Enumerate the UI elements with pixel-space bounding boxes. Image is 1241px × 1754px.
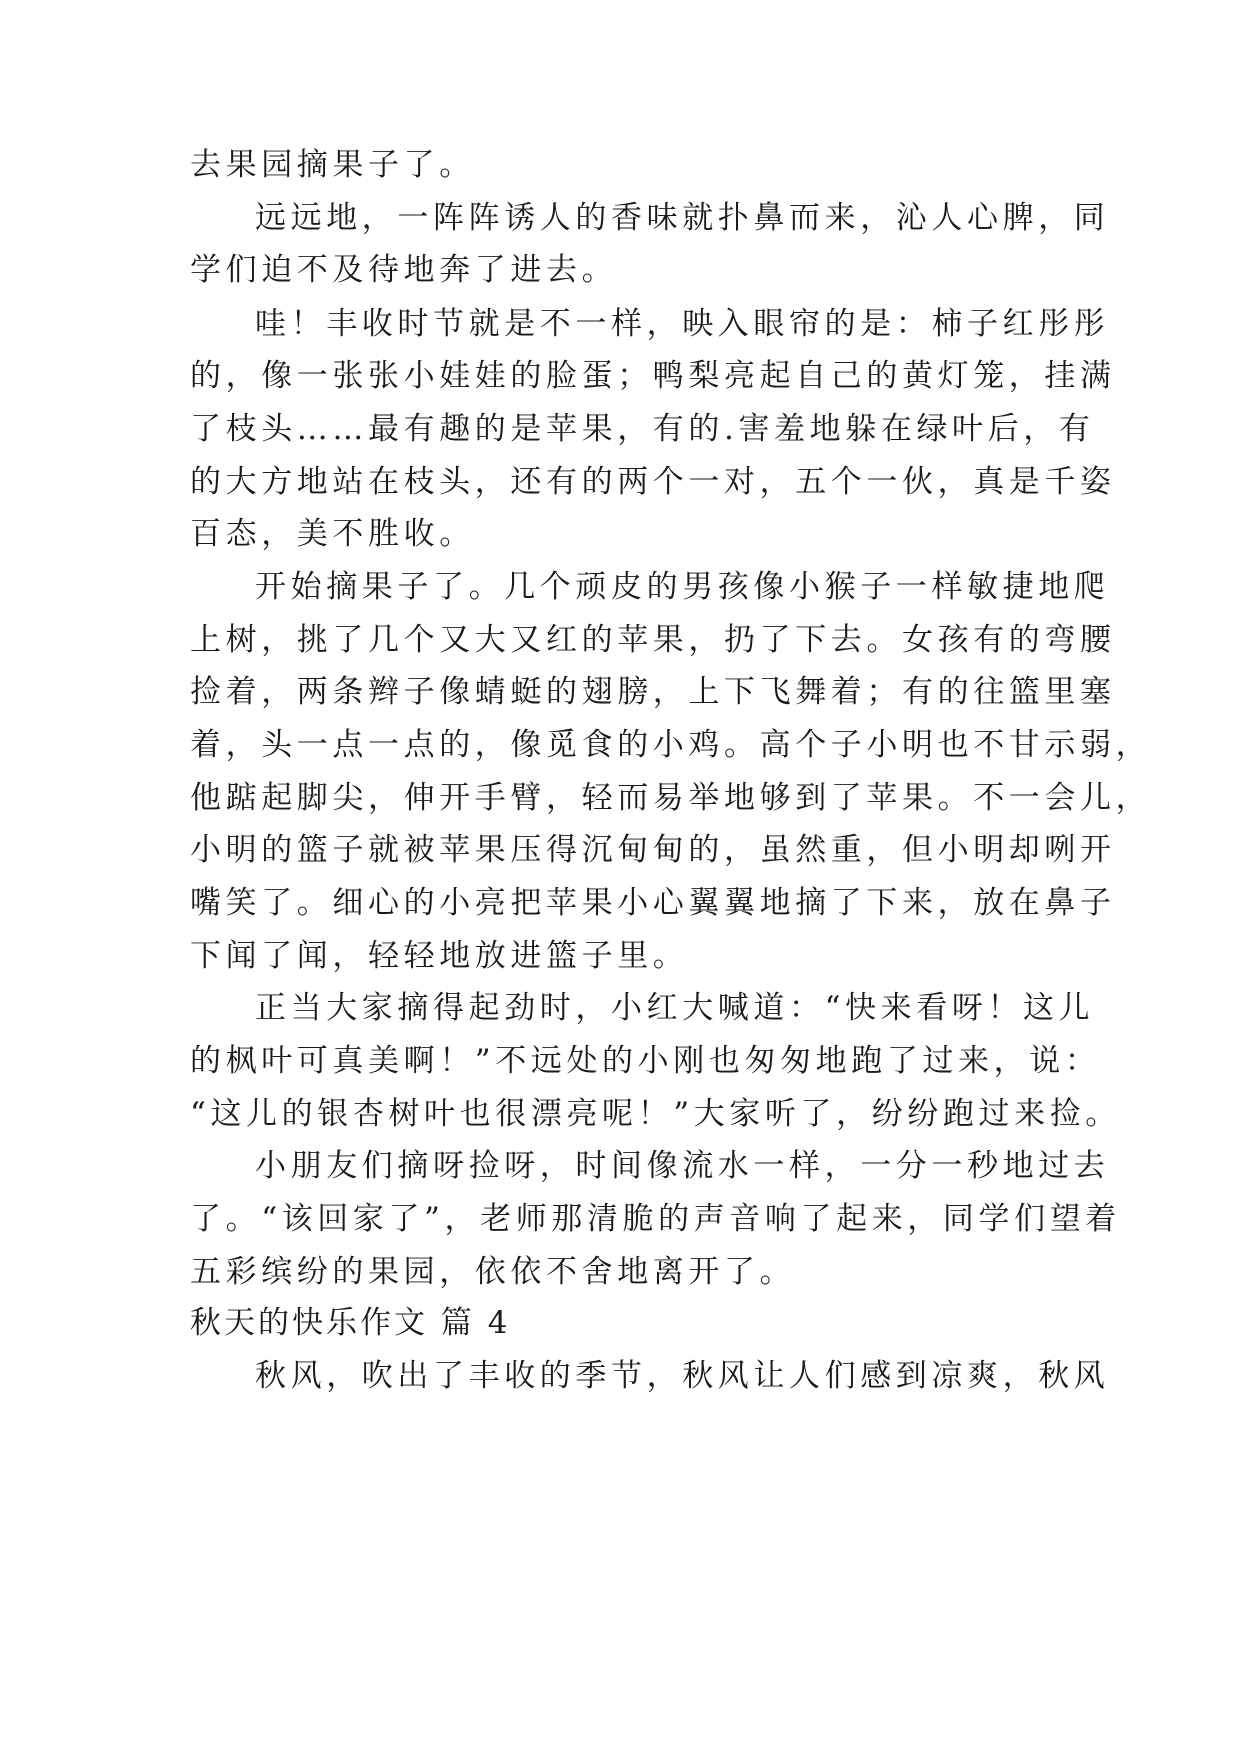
text-line: 的大方地站在枝头，还有的两个一对，五个一伙，真是千姿	[190, 464, 1116, 500]
text-line: 的，像一张张小娃娃的脸蛋；鸭梨亮起自己的黄灯笼，挂满	[190, 358, 1116, 394]
text-line: 了。“该回家了”，老师那清脆的声音响了起来，同学们望着	[190, 1201, 1121, 1237]
text-line: 去果园摘果子了。	[190, 147, 475, 183]
text-line: 远远地，一阵阵诱人的香味就扑鼻而来，沁人心脾，同	[255, 200, 1110, 236]
text-line: 学们迫不及待地奔了进去。	[190, 252, 618, 288]
text-line: 五彩缤纷的果园，依依不舍地离开了。	[190, 1254, 796, 1290]
text-line: “这儿的银杏树叶也很漂亮呢！”大家听了，纷纷跑过来捡。	[190, 1096, 1121, 1132]
text-line: 下闻了闻，轻轻地放进篮子里。	[190, 938, 689, 974]
text-line: 了枝头……最有趣的是苹果，有的.害羞地躲在绿叶后，有	[190, 411, 1095, 447]
text-line: 上树，挑了几个又大又红的苹果，扔了下去。女孩有的弯腰	[190, 622, 1116, 658]
text-line: 正当大家摘得起劲时，小红大喊道：“快来看呀！这儿	[255, 990, 1095, 1026]
text-line: 的枫叶可真美啊！”不远处的小刚也匆匆地跑了过来，说：	[190, 1043, 1101, 1079]
section-heading: 秋天的快乐作文 篇 4	[190, 1305, 511, 1341]
text-line: 他踮起脚尖，伸开手臂，轻而易举地够到了苹果。不一会儿，	[190, 780, 1152, 816]
text-line: 小朋友们摘呀捡呀，时间像流水一样，一分一秒地过去	[255, 1148, 1110, 1184]
text-line: 秋风，吹出了丰收的季节，秋风让人们感到凉爽，秋风	[255, 1358, 1110, 1394]
text-line: 小明的篮子就被苹果压得沉甸甸的，虽然重，但小明却咧开	[190, 832, 1116, 868]
text-line: 捡着，两条辫子像蜻蜓的翅膀，上下飞舞着；有的往篮里塞	[190, 674, 1116, 710]
text-line: 嘴笑了。细心的小亮把苹果小心翼翼地摘了下来，放在鼻子	[190, 885, 1116, 921]
text-line: 着，头一点一点的，像觅食的小鸡。高个子小明也不甘示弱，	[190, 727, 1152, 763]
text-line: 开始摘果子了。几个顽皮的男孩像小猴子一样敏捷地爬	[255, 569, 1110, 605]
text-line: 百态，美不胜收。	[190, 516, 475, 552]
text-line: 哇！丰收时节就是不一样，映入眼帘的是：柿子红彤彤	[255, 306, 1110, 342]
